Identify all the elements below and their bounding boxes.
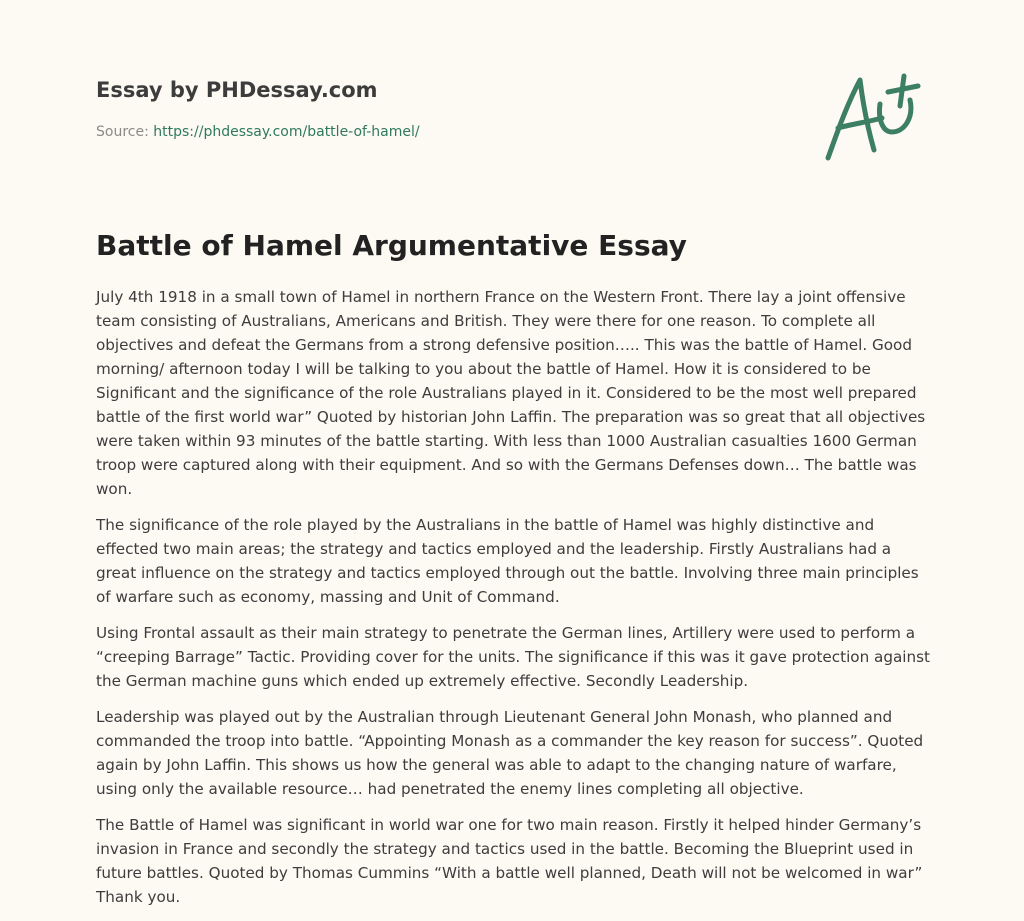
essay-body [96, 285, 936, 921]
essay-paragraph: Using Frontal assault as their main strategy to penetrate the German lines, Artillery were used to perform a “creeping Barrage” Tactic. Providing cover for the units. The significance if this was it gave protection against the German machine guns which ended up extremely effective. Secondly Leadership. [96, 624, 931, 690]
essay-paragraph: The Battle of Hamel was significant in world war one for two main reason. Firstly it helped hinder Germany’s invasion in France and secondly the strategy and tactics used in the battle. Becoming the Blueprint used in future battles. Quoted by Thomas Cummins “With a battle well planned, Death will not be welcomed in war” Thank you. [96, 816, 923, 906]
essay-title: Battle of Hamel Argumentative Essay [96, 229, 687, 262]
source-line [96, 122, 796, 142]
essay-paragraph: The significance of the role played by the Australians in the battle of Hamel was highly distinctive and effected two main areas; the strategy and tactics employed and the leadership. Firstly Australians had a great influence on the strategy and tactics employed through out the battle. Involving three main principles of warfare such as economy, massing and Unit of Command. [96, 516, 919, 606]
site-header [96, 76, 796, 142]
source-label: Source: [96, 124, 154, 140]
brand-title: Essay by PHDessay.com [96, 78, 378, 102]
essay-paragraph: July 4th 1918 in a small town of Hamel in northern France on the Western Front. There lay a joint offensive team consisting of Australians, Americans and British. They were there for one reason. To complete all objectives and defeat the Germans from a strong defensive position….. This was the battle of Hamel. Good morning/ afternoon today I will be talking to you about the battle of Hamel. How it is considered to be Significant and the significance of the role Australians played in it. Considered to be the most well prepared battle of the first world war” Quoted by historian John Laffin. The preparation was so great that all objectives were taken within 93 minutes of the battle starting. With less than 1000 Australian casualties 1600 German troop were captured along with their equipment. And so with the Germans Defenses down… The battle was won. [96, 288, 926, 498]
a-plus-grade-icon [822, 66, 930, 164]
source-link[interactable]: https://phdessay.com/battle-of-hamel/ [153, 124, 420, 140]
essay-paragraph: Leadership was played out by the Australian through Lieutenant General John Monash, who planned and commanded the troop into battle. “Appointing Monash as a commander the key reason for success”. Quoted again by John Laffin. This shows us how the general was able to adapt to the changing nature of warfare, using only the available resource… had penetrated the enemy lines completing all objective. [96, 708, 924, 798]
